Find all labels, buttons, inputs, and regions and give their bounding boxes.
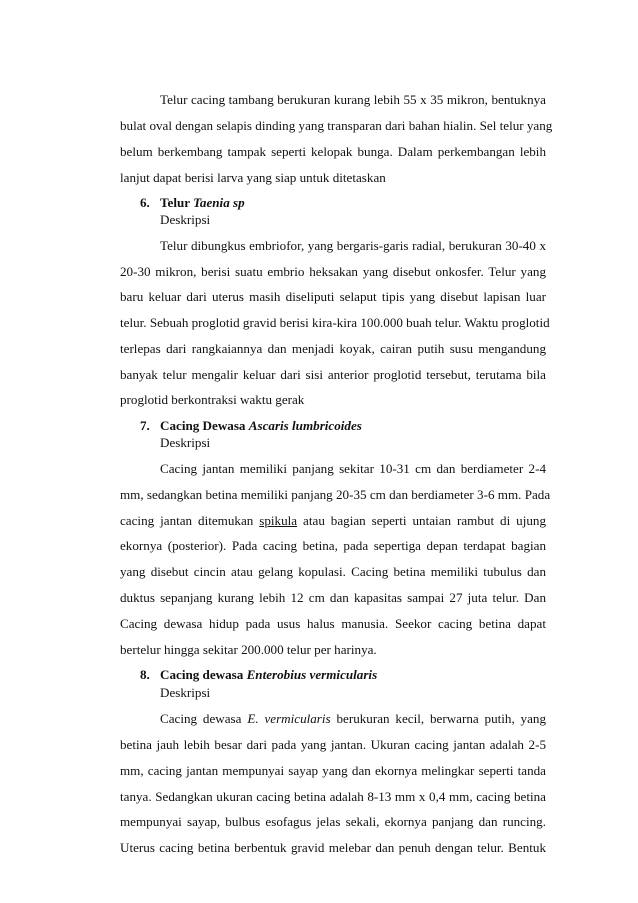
- species-name: E. vermicularis: [247, 711, 331, 726]
- paragraph-line: terlepas dari rangkaiannya dan menjadi koyak, cairan putih susu mengandung: [120, 341, 546, 356]
- subheading-deskripsi: Deskripsi: [160, 212, 211, 227]
- paragraph-line: Telur cacing tambang berukuran kurang lebih 55 x 35 mikron, bentuknya: [160, 92, 546, 107]
- paragraph-line: lanjut dapat berisi larva yang siap untuk ditetaskan: [120, 170, 386, 185]
- paragraph-line: mm, cacing jantan mempunyai sayap yang dan ekornya melingkar seperti tanda: [120, 763, 546, 778]
- paragraph-line: tanya. Sedangkan ukuran cacing betina adalah 8-13 mm x 0,4 mm, cacing betina: [120, 789, 546, 804]
- underlined-term: spikula: [259, 513, 298, 528]
- paragraph-line: yang disebut cincin atau gelang kopulasi. Cacing betina memiliki tubulus dan: [120, 564, 546, 579]
- paragraph-line: mm, sedangkan betina memiliki panjang 20-35 cm dan berdiameter 3-6 mm. Pada: [120, 487, 551, 502]
- heading-text: Telur: [160, 195, 194, 210]
- paragraph-line: baru keluar dari uterus masih diseliputi selaput tipis yang disebut lapisan luar: [120, 289, 546, 304]
- section-heading-8: [140, 667, 377, 683]
- section-number: 8.: [140, 667, 150, 682]
- subheading-deskripsi: Deskripsi: [160, 685, 211, 700]
- paragraph-line: Cacing jantan memiliki panjang sekitar 10-31 cm dan berdiameter 2-4: [160, 461, 546, 476]
- paragraph-line: belum berkembang tampak seperti kelopak bunga. Dalam perkembangan lebih: [120, 144, 546, 159]
- heading-text: Cacing dewasa: [160, 667, 247, 682]
- text-span: berukuran kecil, berwarna putih, yang: [330, 711, 547, 726]
- heading-species: Enterobius vermicularis: [246, 667, 378, 682]
- paragraph-line: ekornya (posterior). Pada cacing betina, pada sepertiga depan terdapat bagian: [120, 538, 546, 553]
- paragraph-line: duktus sepanjang kurang lebih 12 cm dan kapasitas sampai 27 juta telur. Dan: [120, 590, 546, 605]
- text-span: Cacing dewasa: [160, 711, 248, 726]
- heading-species: Ascaris lumbricoides: [248, 418, 362, 433]
- paragraph-line: [120, 513, 546, 529]
- section-number: 7.: [140, 418, 150, 433]
- text-span: atau bagian seperti untaian rambut di ujung: [297, 513, 546, 528]
- paragraph-line: banyak telur mengalir keluar dari sisi anterior proglotid tersebut, terutama bila: [120, 367, 546, 382]
- paragraph-line: bulat oval dengan selapis dinding yang transparan dari bahan hialin. Sel telur yang: [120, 118, 553, 133]
- paragraph-line: betina jauh lebih besar dari pada yang jantan. Ukuran cacing jantan adalah 2-5: [120, 737, 546, 752]
- paragraph-line: proglotid berkontraksi waktu gerak: [120, 392, 305, 407]
- section-number: 6.: [140, 195, 150, 210]
- heading-text: Cacing Dewasa: [160, 418, 249, 433]
- paragraph-line: bertelur hingga sekitar 200.000 telur per harinya.: [120, 642, 377, 657]
- paragraph-line: Telur dibungkus embriofor, yang bergaris-garis radial, berukuran 30-40 x: [160, 238, 546, 253]
- section-heading-6: [140, 195, 245, 211]
- heading-species: Taenia sp: [193, 195, 245, 210]
- section-heading-7: [140, 418, 362, 434]
- paragraph-line: telur. Sebuah proglotid gravid berisi kira-kira 100.000 buah telur. Waktu proglotid: [120, 315, 550, 330]
- text-span: cacing jantan ditemukan: [120, 513, 260, 528]
- paragraph-line: Uterus cacing betina berbentuk gravid melebar dan penuh dengan telur. Bentuk: [120, 840, 546, 855]
- paragraph-line: [160, 711, 546, 727]
- paragraph-line: Cacing dewasa hidup pada usus halus manusia. Seekor cacing betina dapat: [120, 616, 546, 631]
- paragraph-line: 20-30 mikron, berisi suatu embrio heksakan yang disebut onkosfer. Telur yang: [120, 264, 546, 279]
- paragraph-line: mempunyai sayap, bulbus esofagus jelas sekali, ekornya panjang dan runcing.: [120, 814, 546, 829]
- subheading-deskripsi: Deskripsi: [160, 435, 211, 450]
